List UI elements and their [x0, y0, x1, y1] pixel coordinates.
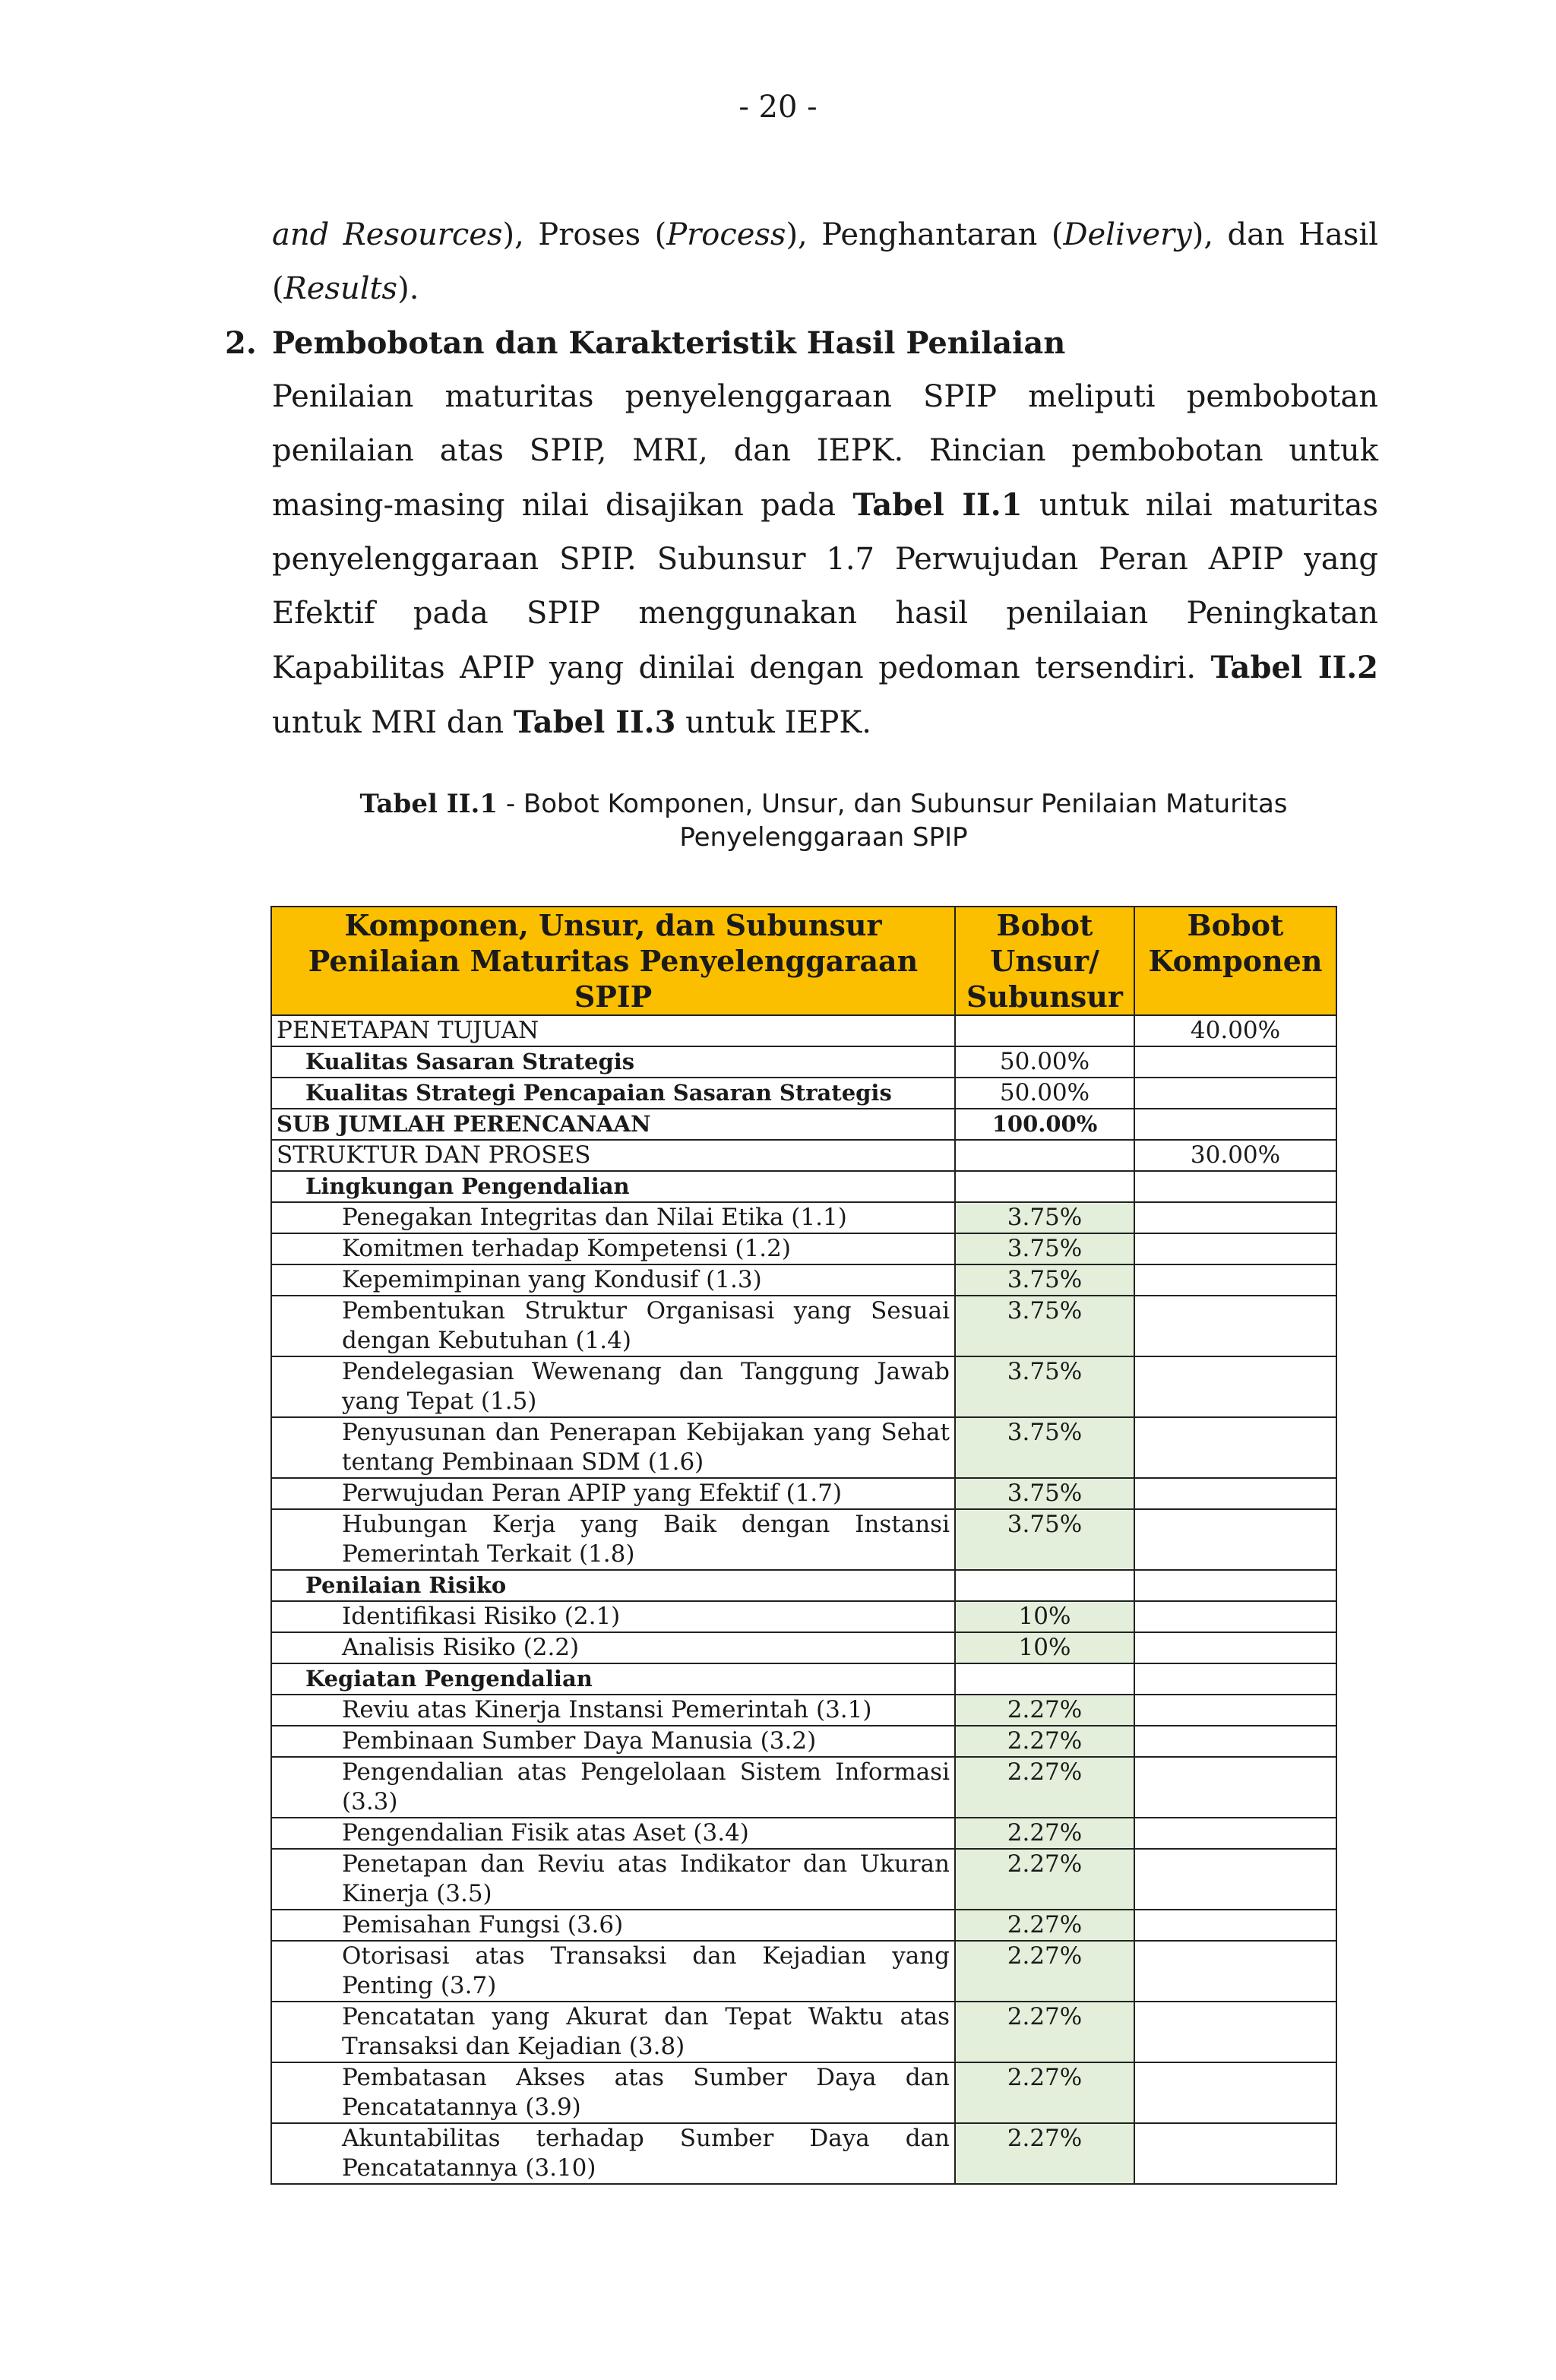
row-weight-komponen: [1134, 1046, 1336, 1078]
table-row: [271, 2123, 1336, 2184]
row-weight-subunsur: [955, 1171, 1134, 1202]
row-weight-subunsur: [955, 1015, 1134, 1046]
row-name: Pencatatan yang Akurat dan Tepat Waktu atas Transaksi dan Kejadian (3.8): [271, 2002, 955, 2062]
row-weight-subunsur: 3.75%: [955, 1509, 1134, 1570]
row-name: Pemisahan Fungsi (3.6): [271, 1910, 955, 1941]
row-name: Perwujudan Peran APIP yang Efektif (1.7): [271, 1478, 955, 1509]
row-weight-subunsur: 3.75%: [955, 1233, 1134, 1264]
row-name: Komitmen terhadap Kompetensi (1.2): [271, 1233, 955, 1264]
row-name: Reviu atas Kinerja Instansi Pemerintah (3.1): [271, 1695, 955, 1726]
row-weight-komponen: [1134, 1478, 1336, 1509]
table-row: [271, 1695, 1336, 1726]
row-name: Otorisasi atas Transaksi dan Kejadian yang Penting (3.7): [271, 1941, 955, 2002]
row-weight-subunsur: 2.27%: [955, 1818, 1134, 1849]
row-weight-komponen: [1134, 1757, 1336, 1818]
continuation-text-3: ), dan Hasil (: [272, 217, 1379, 306]
row-name: Pengendalian atas Pengelolaan Sistem Informasi (3.3): [271, 1757, 955, 1818]
row-name: Pembentukan Struktur Organisasi yang Sesuai dengan Kebutuhan (1.4): [271, 1296, 955, 1356]
row-weight-subunsur: [955, 1140, 1134, 1171]
row-weight-subunsur: [955, 1570, 1134, 1601]
row-weight-komponen: [1134, 1695, 1336, 1726]
row-weight-subunsur: 2.27%: [955, 2062, 1134, 2123]
row-name: Penetapan dan Reviu atas Indikator dan Ukuran Kinerja (3.5): [271, 1849, 955, 1910]
body-text-1: Penilaian maturitas penyelenggaraan SPIP meliputi pembobotan penilaian atas SPIP, MRI, dan IEPK. Rincian pembobotan untuk masing-masing nilai disajikan pada: [272, 379, 1378, 523]
row-weight-subunsur: 3.75%: [955, 1202, 1134, 1233]
table-row: [271, 1296, 1336, 1356]
table-row: [271, 1910, 1336, 1941]
table-row: [271, 1757, 1336, 1818]
body-ref-table-3: Tabel II.3: [513, 704, 676, 740]
header-component: Komponen, Unsur, dan Subunsur Penilaian Maturitas Penyelenggaraan SPIP: [271, 907, 955, 1015]
continuation-text-4: ).: [397, 271, 419, 306]
row-weight-komponen: [1134, 1109, 1336, 1140]
table-caption: [274, 787, 1374, 854]
row-weight-subunsur: 10%: [955, 1632, 1134, 1663]
row-weight-subunsur: [955, 1663, 1134, 1695]
row-name: Identifikasi Risiko (2.1): [271, 1601, 955, 1632]
body-text-2: untuk nilai maturitas penyelenggaraan SPIP. Subunsur 1.7 Perwujudan Peran APIP yang Efektif pada SPIP menggunakan hasil penilaian Peningkatan Kapabilitas APIP yang dinilai dengan pedoman tersendiri.: [272, 488, 1378, 685]
row-name: Akuntabilitas terhadap Sumber Daya dan Pencatatannya (3.10): [271, 2123, 955, 2184]
row-weight-subunsur: 2.27%: [955, 1726, 1134, 1757]
row-weight-komponen: [1134, 1818, 1336, 1849]
row-weight-subunsur: 3.75%: [955, 1356, 1134, 1417]
row-weight-subunsur: 2.27%: [955, 2123, 1134, 2184]
row-weight-komponen: [1134, 1570, 1336, 1601]
table-header-row: [271, 907, 1336, 1015]
row-name: PENETAPAN TUJUAN: [271, 1015, 955, 1046]
row-weight-subunsur: 3.75%: [955, 1417, 1134, 1478]
row-weight-komponen: [1134, 1663, 1336, 1695]
row-name: Kegiatan Pengendalian: [271, 1663, 955, 1695]
continuation-italic-4: Results: [283, 271, 398, 306]
table-row: [271, 1632, 1336, 1663]
body-ref-table-1: Tabel II.1: [852, 487, 1023, 523]
row-weight-komponen: [1134, 1849, 1336, 1910]
table-row: [271, 1663, 1336, 1695]
row-name: Analisis Risiko (2.2): [271, 1632, 955, 1663]
row-weight-komponen: [1134, 1356, 1336, 1417]
table-row: [271, 1233, 1336, 1264]
row-weight-komponen: [1134, 1910, 1336, 1941]
row-weight-komponen: [1134, 2123, 1336, 2184]
row-name: Penegakan Integritas dan Nilai Etika (1.1): [271, 1202, 955, 1233]
row-name: Pembinaan Sumber Daya Manusia (3.2): [271, 1726, 955, 1757]
row-name: Penyusunan dan Penerapan Kebijakan yang Sehat tentang Pembinaan SDM (1.6): [271, 1417, 955, 1478]
weights-table: [270, 906, 1337, 2185]
table-row: [271, 1601, 1336, 1632]
section-heading: [225, 316, 1065, 370]
row-weight-komponen: [1134, 2002, 1336, 2062]
row-weight-subunsur: 2.27%: [955, 1910, 1134, 1941]
row-weight-subunsur: 100.00%: [955, 1109, 1134, 1140]
body-text-4: untuk IEPK.: [675, 705, 871, 740]
continuation-paragraph: [272, 208, 1378, 316]
table-row: [271, 1356, 1336, 1417]
body-ref-table-2: Tabel II.2: [1210, 650, 1378, 685]
row-weight-subunsur: 2.27%: [955, 2002, 1134, 2062]
table-row: [271, 1726, 1336, 1757]
row-name: STRUKTUR DAN PROSES: [271, 1140, 955, 1171]
row-weight-komponen: [1134, 1202, 1336, 1233]
row-weight-komponen: 30.00%: [1134, 1140, 1336, 1171]
row-weight-komponen: 40.00%: [1134, 1015, 1336, 1046]
table-row: [271, 2002, 1336, 2062]
table-body: [271, 1015, 1336, 2184]
row-name: Pembatasan Akses atas Sumber Daya dan Pencatatannya (3.9): [271, 2062, 955, 2123]
table-row: [271, 1417, 1336, 1478]
table-row: [271, 1046, 1336, 1078]
row-weight-subunsur: 2.27%: [955, 1757, 1134, 1818]
table-row: [271, 1818, 1336, 1849]
table-row: [271, 2062, 1336, 2123]
page-number: - 20 -: [738, 90, 818, 125]
row-weight-komponen: [1134, 1171, 1336, 1202]
row-weight-komponen: [1134, 1509, 1336, 1570]
row-weight-komponen: [1134, 1417, 1336, 1478]
row-weight-subunsur: 2.27%: [955, 1849, 1134, 1910]
row-name: Kualitas Sasaran Strategis: [271, 1046, 955, 1078]
row-weight-subunsur: 50.00%: [955, 1078, 1134, 1109]
row-name: Pendelegasian Wewenang dan Tanggung Jawab yang Tepat (1.5): [271, 1356, 955, 1417]
caption-text: - Bobot Komponen, Unsur, dan Subunsur Penilaian Maturitas Penyelenggaraan SPIP: [498, 789, 1288, 853]
row-name: Pengendalian Fisik atas Aset (3.4): [271, 1818, 955, 1849]
table-row: [271, 1941, 1336, 2002]
continuation-italic-1: and Resources: [272, 217, 503, 252]
row-name: Penilaian Risiko: [271, 1570, 955, 1601]
row-weight-subunsur: 50.00%: [955, 1046, 1134, 1078]
row-name: SUB JUMLAH PERENCANAAN: [271, 1109, 955, 1140]
continuation-text-1: ), Proses (: [502, 217, 667, 252]
row-name: Kualitas Strategi Pencapaian Sasaran Strategis: [271, 1078, 955, 1109]
section-number: 2.: [225, 325, 257, 361]
body-paragraph: [272, 370, 1378, 750]
row-weight-subunsur: 10%: [955, 1601, 1134, 1632]
table-row: [271, 1509, 1336, 1570]
row-weight-komponen: [1134, 1233, 1336, 1264]
row-weight-komponen: [1134, 1601, 1336, 1632]
table-row: [271, 1849, 1336, 1910]
caption-label: Tabel II.1: [359, 789, 498, 819]
continuation-italic-2: Process: [666, 217, 786, 252]
row-weight-subunsur: 3.75%: [955, 1296, 1134, 1356]
row-weight-subunsur: 3.75%: [955, 1478, 1134, 1509]
row-weight-komponen: [1134, 2062, 1336, 2123]
row-name: Lingkungan Pengendalian: [271, 1171, 955, 1202]
row-weight-komponen: [1134, 1264, 1336, 1296]
table-row: [271, 1015, 1336, 1046]
row-weight-komponen: [1134, 1632, 1336, 1663]
continuation-italic-3: Delivery: [1063, 217, 1192, 252]
row-weight-subunsur: 2.27%: [955, 1941, 1134, 2002]
table-row: [271, 1478, 1336, 1509]
section-title: Pembobotan dan Karakteristik Hasil Penilaian: [272, 325, 1066, 361]
row-weight-komponen: [1134, 1078, 1336, 1109]
row-weight-komponen: [1134, 1726, 1336, 1757]
continuation-text-2: ), Penghantaran (: [786, 217, 1064, 252]
table-row: [271, 1109, 1336, 1140]
header-weight-komponen: Bobot Komponen: [1134, 907, 1336, 1015]
header-weight-subunsur: Bobot Unsur/ Subunsur: [955, 907, 1134, 1015]
row-weight-komponen: [1134, 1941, 1336, 2002]
row-name: Hubungan Kerja yang Baik dengan Instansi Pemerintah Terkait (1.8): [271, 1509, 955, 1570]
table-row: [271, 1078, 1336, 1109]
table-row: [271, 1140, 1336, 1171]
table-row: [271, 1570, 1336, 1601]
row-name: Kepemimpinan yang Kondusif (1.3): [271, 1264, 955, 1296]
table-row: [271, 1171, 1336, 1202]
row-weight-subunsur: 2.27%: [955, 1695, 1134, 1726]
table-row: [271, 1264, 1336, 1296]
body-text-3: untuk MRI dan: [272, 705, 514, 740]
row-weight-subunsur: 3.75%: [955, 1264, 1134, 1296]
row-weight-komponen: [1134, 1296, 1336, 1356]
table-row: [271, 1202, 1336, 1233]
